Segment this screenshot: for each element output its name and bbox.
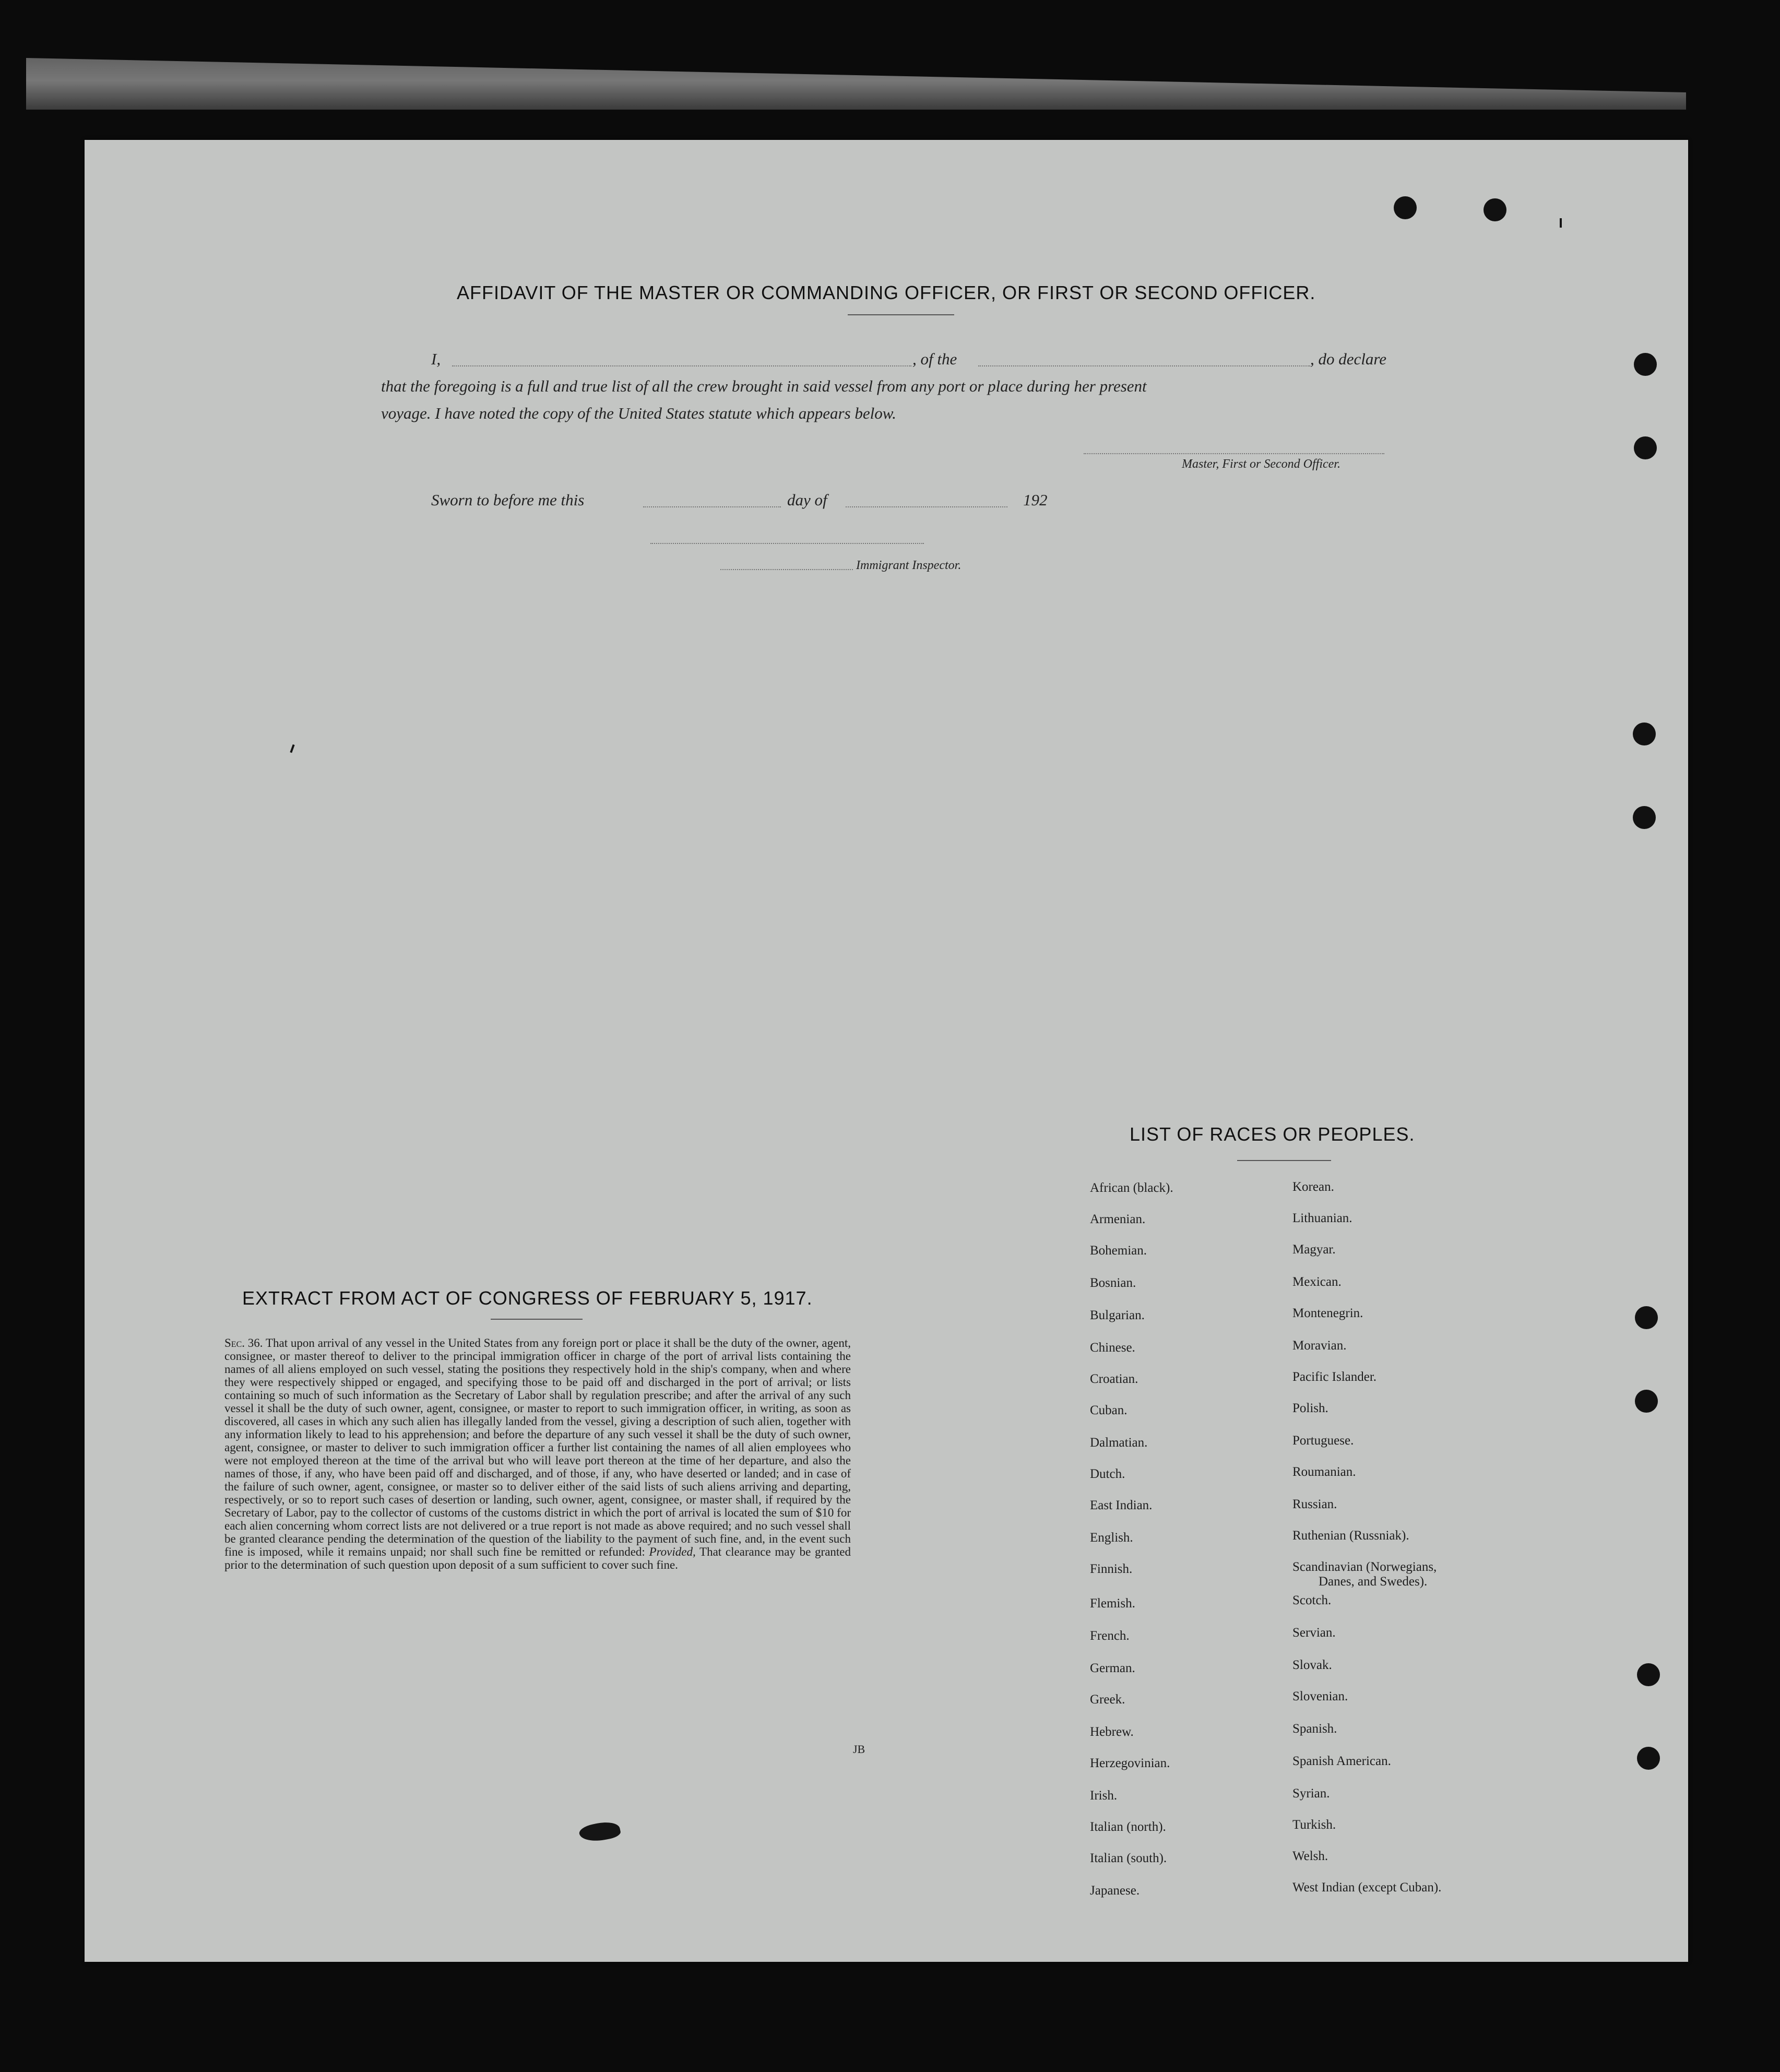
affidavit-line1-i: I, (431, 350, 441, 368)
race-item: Roumanian. (1292, 1465, 1356, 1479)
race-item: Montenegrin. (1292, 1306, 1363, 1320)
race-item: Dalmatian. (1090, 1436, 1148, 1450)
race-item: Italian (south). (1090, 1851, 1167, 1865)
race-item: Armenian. (1090, 1212, 1146, 1226)
race-item: Bohemian. (1090, 1244, 1147, 1258)
race-item: Korean. (1292, 1180, 1334, 1194)
punch-hole (1484, 198, 1506, 221)
race-item: Pacific Islander. (1292, 1370, 1377, 1384)
race-item: Spanish. (1292, 1722, 1337, 1736)
extract-title-underline (491, 1319, 583, 1320)
affidavit-title-underline (848, 314, 954, 315)
race-item: Japanese. (1090, 1884, 1140, 1898)
race-item: Croatian. (1090, 1372, 1138, 1386)
sworn-month-blank[interactable] (846, 506, 1007, 507)
film-edge-strip (26, 52, 1686, 110)
race-item: French. (1090, 1629, 1130, 1643)
sworn-day-blank[interactable] (643, 506, 781, 507)
punch-hole (1635, 1390, 1658, 1413)
race-item: Spanish American. (1292, 1754, 1391, 1768)
affidavit-line2: that the foregoing is a full and true list of all the crew brought in said vessel from any port or place during her present (381, 377, 1147, 395)
signature-label: Master, First or Second Officer. (1182, 457, 1340, 471)
stray-mark-text: JB (853, 1743, 865, 1756)
signature-blank[interactable] (1084, 453, 1384, 454)
name-blank[interactable] (452, 365, 911, 366)
races-title-underline (1237, 1160, 1331, 1161)
stray-mark (1560, 218, 1562, 228)
race-item: Finnish. (1090, 1562, 1133, 1576)
ink-blot (578, 1819, 621, 1844)
race-item: Mexican. (1292, 1275, 1342, 1289)
race-item: Hebrew. (1090, 1725, 1134, 1739)
race-item: Slovenian. (1292, 1689, 1348, 1703)
extract-title: EXTRACT FROM ACT OF CONGRESS OF FEBRUARY 5, 1917. (242, 1287, 813, 1309)
affidavit-line3: voyage. I have noted the copy of the United States statute which appears below. (381, 404, 896, 422)
punch-hole (1634, 436, 1657, 459)
inspector-label: Immigrant Inspector. (856, 559, 962, 572)
race-item: Greek. (1090, 1692, 1125, 1707)
race-item: Bulgarian. (1090, 1308, 1145, 1322)
affidavit-line1-do-declare: , do declare (1310, 350, 1387, 368)
stray-mark (290, 744, 294, 753)
punch-hole (1633, 723, 1656, 745)
race-item: West Indian (except Cuban). (1292, 1880, 1442, 1895)
extract-body-text: That upon arrival of any vessel in the United States from any foreign port or place it shall be the duty of the owner, agent, consignee, or master thereof to deliver to the principal immigration officer in charge of the port of arrival lists containing the names of all aliens employed on such vessel, stating the positions they respectively hold in the ship's company, when and where they were respectively shipped or engaged, and specifying those to be paid off and discharged in the port of arrival; or lists containing so much of such information as the Secretary of Labor shall by regulation prescribe; and after the arrival of any such vessel it shall be the duty of such owner, agent, consignee, or master to report to such immigration officer, in writing, as soon as discovered, all cases in which any such alien has illegally landed from the vessel, giving a description of such alien, together with any information likely to lead to his apprehension; and before the departure of any such vessel it shall be the duty of such owner, agent, consignee, or master to deliver to such immigration officer a further list containing the names of all alien employees who were not employed thereon at the time of the arrival but who will leave port thereon at the time of her departure, and also the names of those, if any, who have been paid off and discharged, and of those, if any, who have deserted or landed; and in case of the failure of such owner, agent, consignee, or master so to deliver either of the said lists of such aliens arriving and departing, respectively, or so to report such cases of desertion or landing, such owner, agent, consignee, or master shall, if required by the Secretary of Labor, pay to the collector of customs of the customs district in which the port of arrival is located the sum of $10 for each alien concerning whom correct lists are not delivered or a true report is not made as above required; and no such vessel shall be granted clearance pending the determination of the question of the liability to the payment of such fine, and, in the event such fine is imposed, while it remains unpaid; nor shall such fine be remitted or refunded: (224, 1336, 851, 1558)
inspector-signature-blank[interactable] (650, 543, 924, 544)
punch-hole (1633, 806, 1656, 829)
race-item: Lithuanian. (1292, 1211, 1352, 1225)
races-title: LIST OF RACES OR PEOPLES. (1130, 1123, 1415, 1145)
race-item: Welsh. (1292, 1849, 1328, 1863)
race-item: Polish. (1292, 1401, 1328, 1415)
race-item: Syrian. (1292, 1786, 1330, 1801)
punch-hole (1637, 1747, 1660, 1770)
race-item: Scotch. (1292, 1593, 1332, 1607)
race-item: Irish. (1090, 1789, 1118, 1803)
sworn-year-prefix: 192 (1023, 491, 1048, 509)
race-item: Servian. (1292, 1626, 1336, 1640)
punch-hole (1394, 196, 1417, 219)
race-item-continuation: Danes, and Swedes). (1319, 1574, 1428, 1589)
race-item: East Indian. (1090, 1498, 1153, 1512)
race-item: Bosnian. (1090, 1276, 1136, 1290)
race-item: Ruthenian (Russniak). (1292, 1529, 1409, 1543)
race-item: Turkish. (1292, 1818, 1336, 1832)
race-item: Chinese. (1090, 1341, 1135, 1355)
extract-section-text (224, 1336, 851, 1571)
race-item: Dutch. (1090, 1467, 1125, 1481)
extract-provided-word: Provided, (649, 1545, 696, 1558)
punch-hole (1637, 1663, 1660, 1686)
race-item: Slovak. (1292, 1658, 1332, 1672)
race-item: Scandinavian (Norwegians, (1292, 1560, 1437, 1574)
vessel-blank[interactable] (978, 365, 1310, 366)
race-item: Flemish. (1090, 1596, 1135, 1611)
race-item: African (black). (1090, 1181, 1173, 1195)
extract-body-end: That clearance may be granted prior to the determination of such question upon deposit of a sum sufficient to cover such fine. (224, 1545, 851, 1571)
affidavit-line1-of-the: , of the (912, 350, 957, 368)
race-item: Italian (north). (1090, 1820, 1166, 1834)
inspector-prefix-blank[interactable] (720, 569, 853, 570)
race-item: German. (1090, 1661, 1135, 1675)
extract-section-label: Sec. 36. (224, 1336, 263, 1349)
race-item: Cuban. (1090, 1403, 1128, 1417)
race-item: Russian. (1292, 1497, 1337, 1511)
race-item: English. (1090, 1531, 1133, 1545)
race-item: Moravian. (1292, 1339, 1347, 1353)
punch-hole (1634, 353, 1657, 376)
race-item: Portuguese. (1292, 1434, 1354, 1448)
affidavit-title: AFFIDAVIT OF THE MASTER OR COMMANDING OFFICER, OR FIRST OR SECOND OFFICER. (457, 282, 1316, 303)
race-item: Herzegovinian. (1090, 1756, 1170, 1770)
punch-hole (1635, 1306, 1658, 1329)
sworn-prefix: Sworn to before me this (431, 491, 585, 509)
sworn-day-of: day of (787, 491, 827, 509)
race-item: Magyar. (1292, 1242, 1336, 1257)
